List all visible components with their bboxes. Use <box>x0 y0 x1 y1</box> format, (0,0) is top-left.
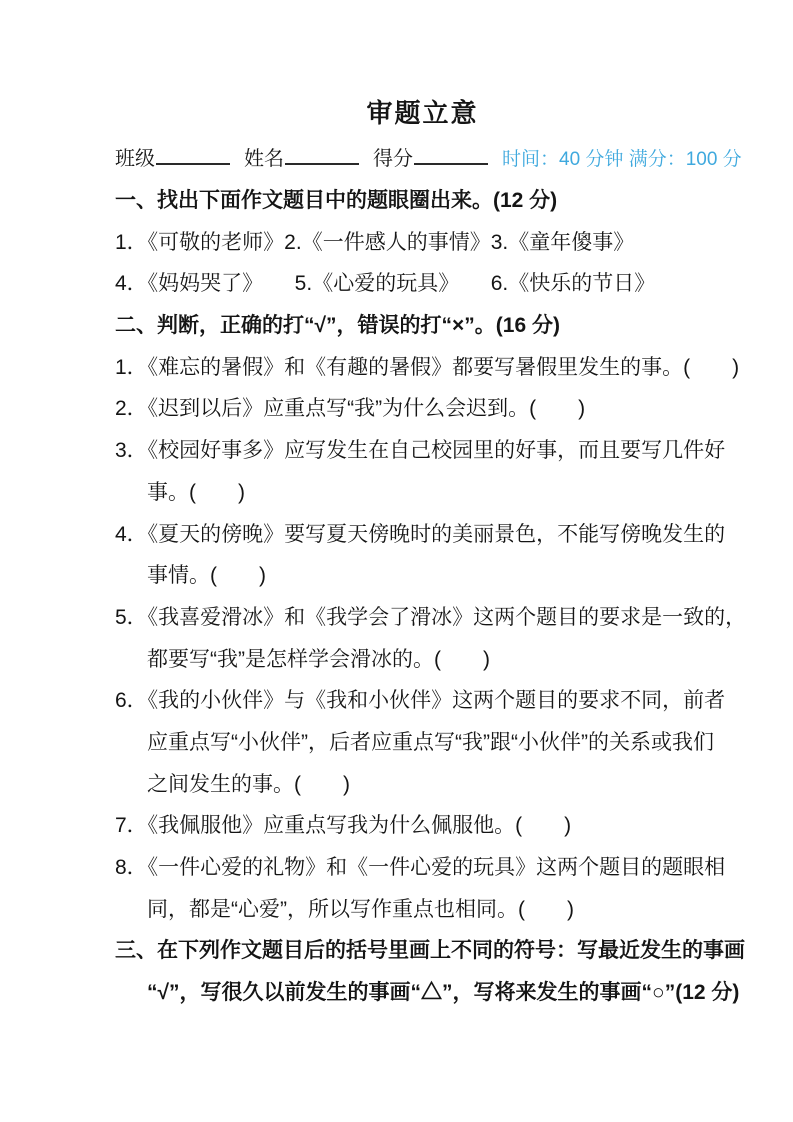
section-3-heading-line: 三、在下列作文题目后的括号里画上不同的符号：写最近发生的事画 <box>115 939 745 963</box>
name-blank-line <box>285 145 359 165</box>
section-2-item-8-line: 同，都是“心爱”，所以写作重点也相同。( ) <box>147 897 574 921</box>
section-2-item-5-line: 5．《我喜爱滑冰》和《我学会了滑冰》这两个题目的要求是一致的， <box>115 605 747 629</box>
class-label: 班级 <box>115 148 155 170</box>
section-2-item-8-line: 8．《一件心爱的礼物》和《一件心爱的玩具》这两个题目的题眼相 <box>115 856 726 879</box>
section-2-item-2-line: 2．《迟到以后》应重点写“我”为什么会迟到。( ) <box>115 397 586 421</box>
section-2-item-7-line: 7．《我佩服他》应重点写我为什么佩服他。( ) <box>115 814 572 838</box>
section-2-item-4-line: 4．《夏天的傍晚》要写夏天傍晚时的美丽景色，不能写傍晚发生的 <box>115 522 726 546</box>
class-blank-line <box>156 145 230 165</box>
section-3-heading-line: “√”，写很久以前发生的事画“△”，写将来发生的事画“○”(12 分) <box>147 981 740 1005</box>
name-field <box>244 138 359 180</box>
section-2-item-6-line: 6．《我的小伙伴》与《我和小伙伴》这两个题目的要求不同，前者 <box>115 689 726 713</box>
section-2-item-5-line: 都要写“我”是怎样学会滑冰的。( ) <box>147 647 490 671</box>
section-2-item-6-line: 应重点写“小伙伴”，后者应重点写“我”跟“小伙伴”的关系或我们 <box>147 730 714 754</box>
header-meta-row <box>115 138 742 180</box>
section-1-heading-line: 一、找出下面作文题目中的题眼圈出来。(12 分) <box>115 189 558 212</box>
section-1-item-1-line: 1．《可敬的老师》2.《一件感人的事情》3.《童年傻事》 <box>115 230 635 254</box>
score-blank-line <box>414 145 488 165</box>
section-2-item-1-line: 1．《难忘的暑假》和《有趣的暑假》都要写暑假里发生的事。( ) <box>115 355 740 379</box>
page-title: 审题立意 <box>366 98 479 128</box>
name-label: 姓名 <box>244 148 284 170</box>
section-2-item-6-line: 之间发生的事。( ) <box>147 772 350 796</box>
section-2-heading-line: 二、判断，正确的打“√”，错误的打“×”。(16 分) <box>115 314 560 338</box>
score-field <box>373 138 488 180</box>
score-label: 得分 <box>373 148 413 170</box>
exam-time-score-info: 时间：40 分钟 满分：100 分 <box>502 149 742 170</box>
section-2-item-4-line: 事情。( ) <box>147 564 266 588</box>
worksheet-body <box>115 180 747 1014</box>
section-1-item-2-line: 4．《妈妈哭了》 5.《心爱的玩具》 6.《快乐的节日》 <box>115 272 656 296</box>
class-field <box>115 138 230 180</box>
section-2-item-3-line: 3．《校园好事多》应写发生在自己校园里的好事，而且要写几件好 <box>115 439 726 463</box>
section-2-item-3-line: 事。( ) <box>147 480 245 504</box>
